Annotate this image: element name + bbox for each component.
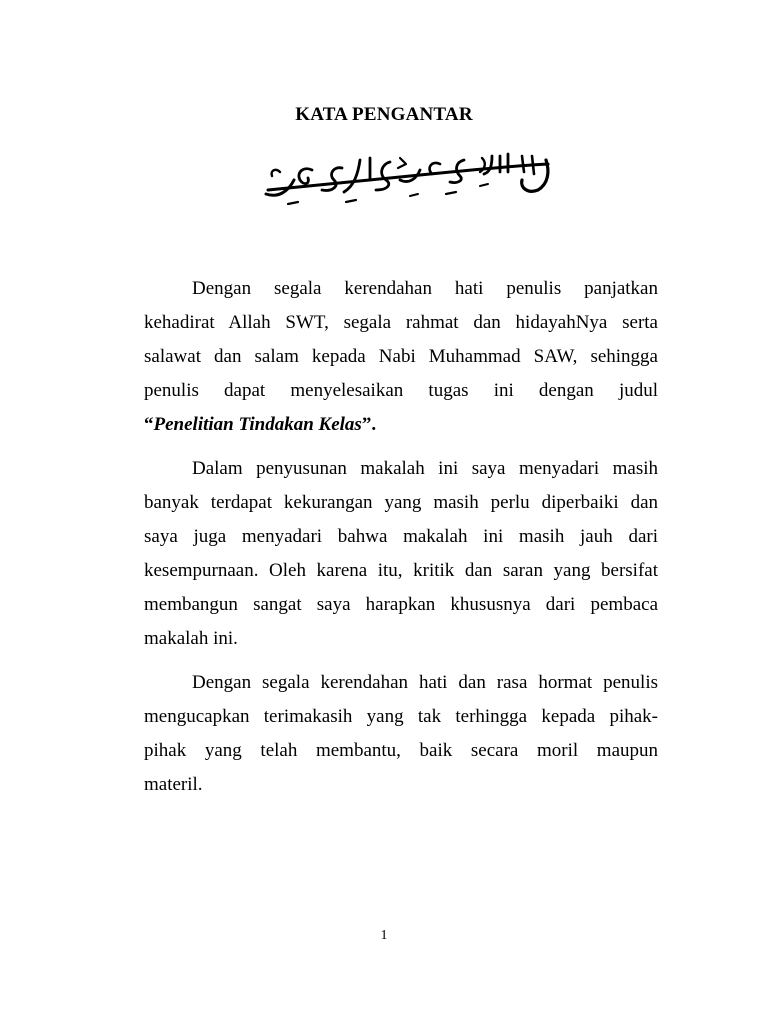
basmalah-calligraphy <box>250 150 560 212</box>
close-quote: ”. <box>361 414 377 435</box>
open-quote: “ <box>144 414 154 435</box>
research-title-line <box>144 408 658 442</box>
text-line: makalah ini. <box>144 628 238 649</box>
page-number: 1 <box>380 928 388 943</box>
text-line: membangun sangat saya harapkan khususnya dari pembaca <box>144 594 658 615</box>
text-line: salawat dan salam kepada Nabi Muhammad SAW, sehingga <box>144 346 658 367</box>
text-line: banyak terdapat kekurangan yang masih perlu diperbaiki dan <box>144 492 658 513</box>
text-line: Dengan segala kerendahan hati dan rasa hormat penulis <box>192 672 658 693</box>
text-line: mengucapkan terimakasih yang tak terhingga kepada pihak- <box>144 706 658 727</box>
research-title: Penelitian Tindakan Kelas <box>153 414 362 435</box>
paragraph-3 <box>144 666 658 802</box>
text-line: saya juga menyadari bahwa makalah ini masih jauh dari <box>144 526 658 547</box>
paragraph-2 <box>144 452 658 656</box>
text-line: penulis dapat menyelesaikan tugas ini dengan judul <box>144 380 658 401</box>
page-title: KATA PENGANTAR <box>295 104 473 125</box>
body-text <box>144 272 658 812</box>
paragraph-1 <box>144 272 658 442</box>
text-line: materil. <box>144 774 203 795</box>
text-line: kesempurnaan. Oleh karena itu, kritik dan saran yang bersifat <box>144 560 658 581</box>
text-line: pihak yang telah membantu, baik secara moril maupun <box>144 740 658 761</box>
text-line: Dalam penyusunan makalah ini saya menyadari masih <box>192 458 658 479</box>
text-line: Dengan segala kerendahan hati penulis panjatkan <box>192 278 658 299</box>
text-line: kehadirat Allah SWT, segala rahmat dan hidayahNya serta <box>144 312 658 333</box>
